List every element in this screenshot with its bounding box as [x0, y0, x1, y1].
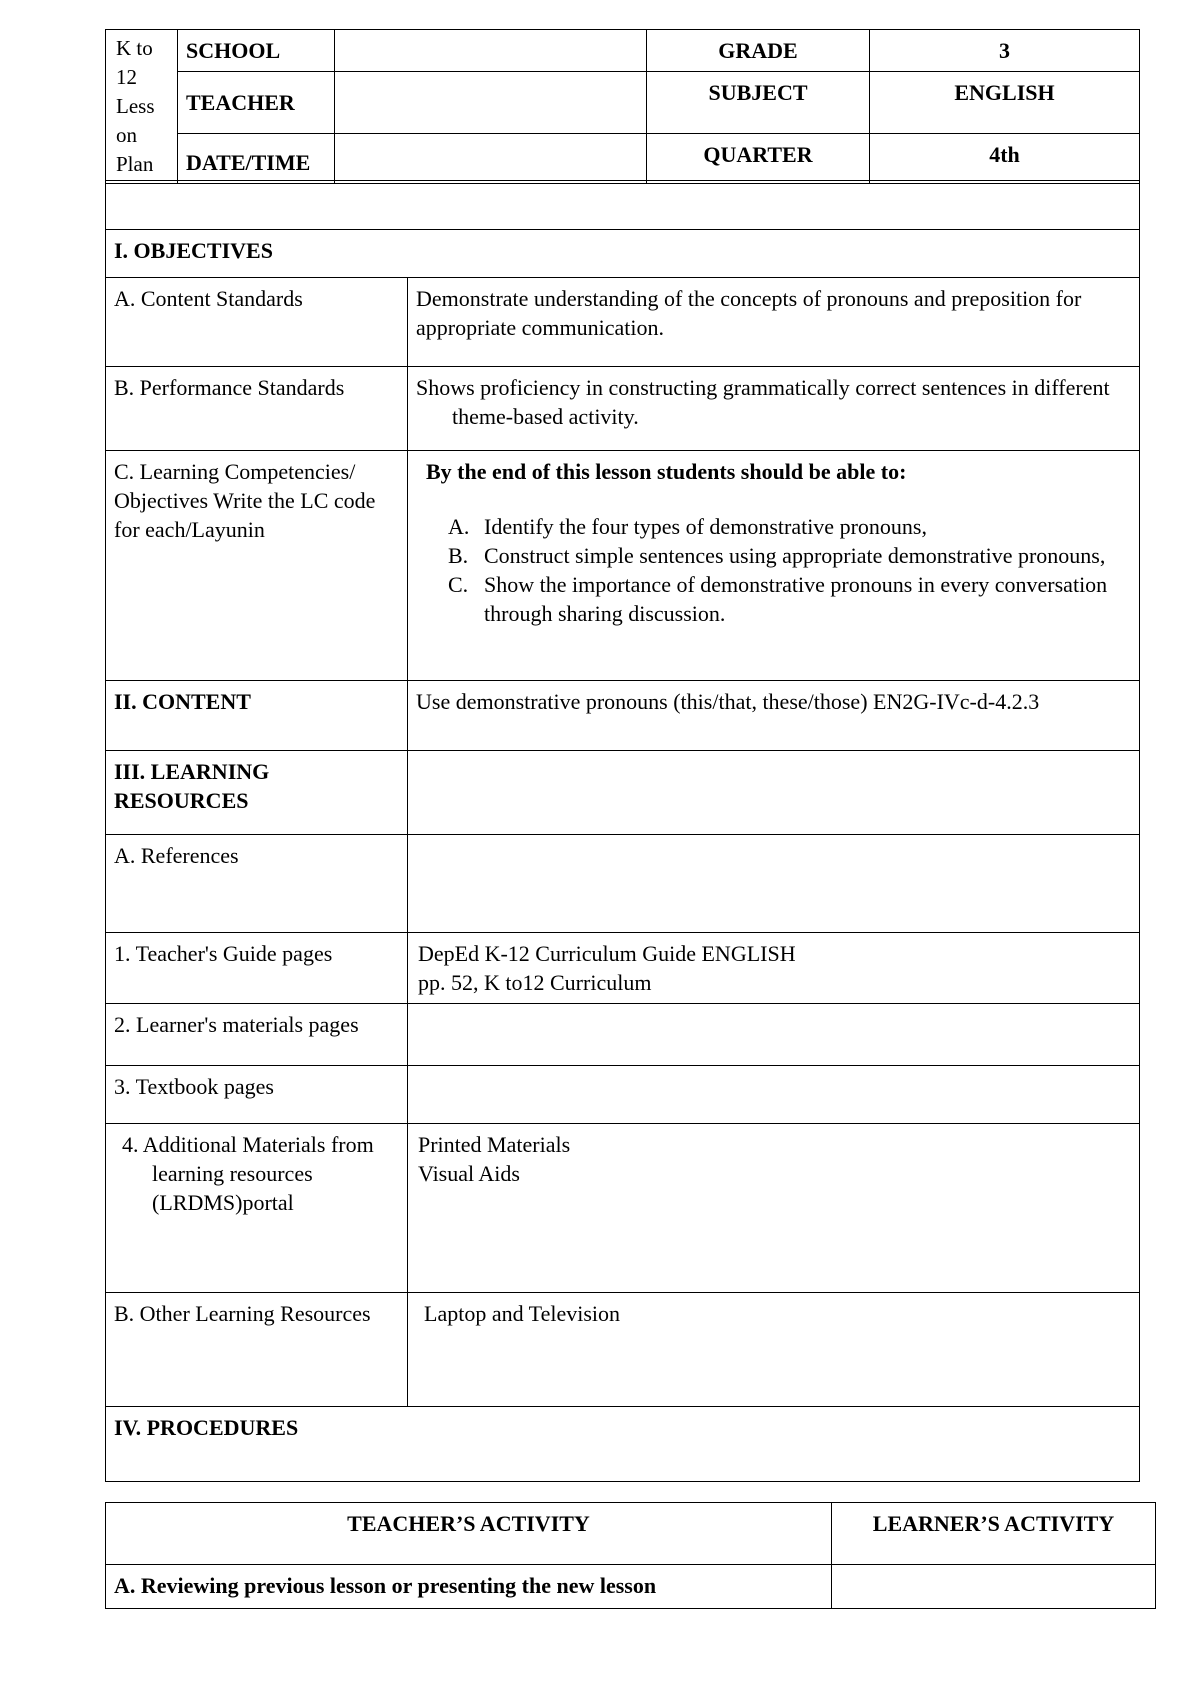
other-resources-label: B. Other Learning Resources: [106, 1293, 408, 1407]
learners-materials-value: [408, 1004, 1140, 1066]
teacher-activity-heading: TEACHER’S ACTIVITY: [106, 1503, 832, 1565]
teachers-guide-label: 1. Teacher's Guide pages: [106, 933, 408, 1004]
teachers-guide-line-2: pp. 52, K to12 Curriculum: [418, 970, 652, 995]
datetime-label: DATE/TIME: [178, 133, 335, 183]
performance-standards-text: Shows proficiency in constructing grammatically correct sentences in different theme-based activity.: [416, 375, 1110, 429]
textbook-label: 3. Textbook pages: [106, 1066, 408, 1124]
list-text: Identify the four types of demonstrative pronouns,: [484, 514, 927, 539]
k12-lesson-plan-label: K to 12 Less on Plan: [106, 30, 178, 184]
additional-materials-line-2: Visual Aids: [418, 1161, 520, 1186]
reviewing-lesson-learner: [832, 1565, 1156, 1609]
quarter-label: QUARTER: [647, 133, 870, 183]
other-resources-value: Laptop and Television: [408, 1293, 1140, 1407]
subject-label: SUBJECT: [647, 72, 870, 133]
procedures-heading: IV. PROCEDURES: [106, 1407, 1140, 1482]
datetime-value: [335, 133, 647, 183]
teacher-value: [335, 72, 647, 133]
competencies-list: [416, 512, 1131, 628]
additional-materials-value: [408, 1124, 1140, 1293]
subject-value: ENGLISH: [870, 72, 1140, 133]
school-value: [335, 30, 647, 72]
competencies-label: [106, 451, 408, 681]
grade-value: 3: [870, 30, 1140, 72]
header-table: [105, 29, 1140, 184]
school-label: SCHOOL: [178, 30, 335, 72]
list-text: Show the importance of demonstrative pronouns in every conversation through sharing discussion.: [484, 572, 1108, 626]
teachers-guide-value: [408, 933, 1140, 1004]
activities-table: [105, 1502, 1156, 1609]
resources-heading-text: III. LEARNING RESOURCES: [114, 759, 270, 813]
content-standards-label: A. Content Standards: [106, 278, 408, 367]
list-item: [416, 541, 1131, 570]
teacher-label: TEACHER: [178, 72, 335, 133]
teachers-guide-line-1: DepEd K-12 Curriculum Guide ENGLISH: [418, 941, 796, 966]
list-item: [416, 512, 1131, 541]
resources-heading: [106, 751, 408, 835]
references-value: [408, 835, 1140, 933]
spacer-row: [106, 181, 1140, 230]
performance-standards-label: B. Performance Standards: [106, 367, 408, 451]
references-label: A. References: [106, 835, 408, 933]
competencies-label-text: C. Learning Competencies/ Objectives Write the LC code for each/Layunin: [114, 459, 376, 542]
objectives-heading: I. OBJECTIVES: [106, 230, 1140, 278]
quarter-value: 4th: [870, 133, 1140, 183]
resources-heading-blank: [408, 751, 1140, 835]
grade-label: GRADE: [647, 30, 870, 72]
learners-materials-label: 2. Learner's materials pages: [106, 1004, 408, 1066]
list-marker: A.: [448, 514, 470, 539]
additional-materials-line-1: Printed Materials: [418, 1132, 571, 1157]
list-text: Construct simple sentences using appropriate demonstrative pronouns,: [484, 543, 1106, 568]
additional-materials-label: [106, 1124, 408, 1293]
lesson-plan-table: [105, 180, 1140, 1482]
reviewing-lesson-row: A. Reviewing previous lesson or presenting the new lesson: [106, 1565, 832, 1609]
content-value: Use demonstrative pronouns (this/that, these/those) EN2G-IVc-d-4.2.3: [408, 681, 1140, 751]
competencies-value: [408, 451, 1140, 681]
list-marker: C.: [448, 572, 469, 597]
competencies-intro: By the end of this lesson students should be able to:: [426, 459, 907, 484]
list-marker: B.: [448, 543, 469, 568]
list-item: [416, 570, 1131, 628]
content-heading: II. CONTENT: [106, 681, 408, 751]
textbook-value: [408, 1066, 1140, 1124]
content-standards-value: Demonstrate understanding of the concepts of pronouns and preposition for appropriate communication.: [408, 278, 1140, 367]
performance-standards-value: [408, 367, 1140, 451]
learner-activity-heading: LEARNER’S ACTIVITY: [832, 1503, 1156, 1565]
additional-materials-label-text: 4. Additional Materials from learning resources (LRDMS)portal: [122, 1132, 374, 1215]
